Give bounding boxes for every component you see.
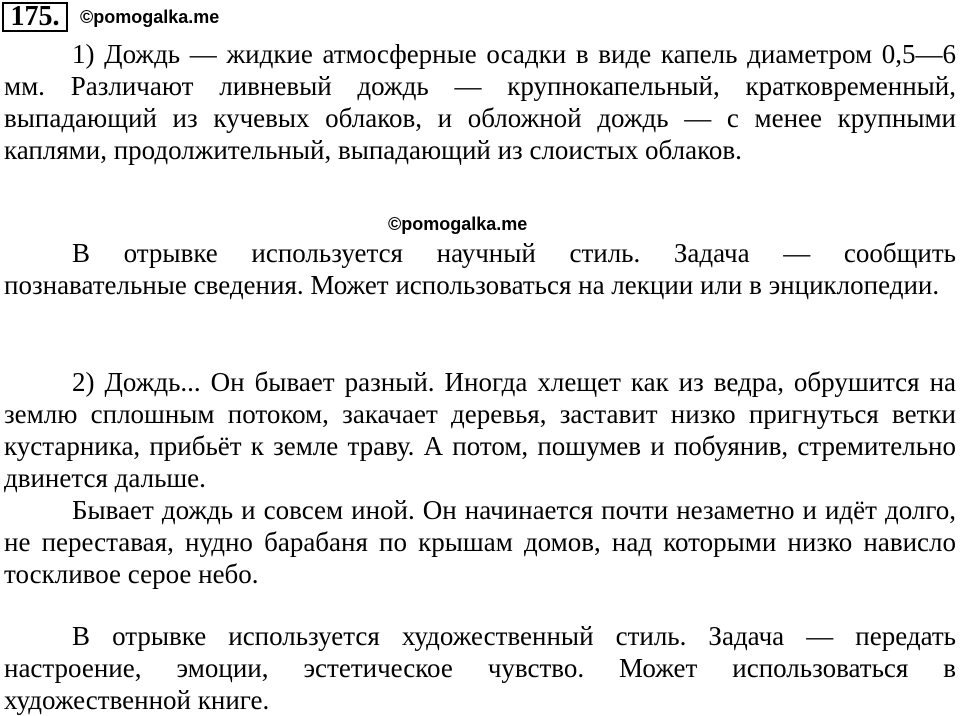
- paragraph-artistic-text-part1: 2) Дождь... Он бывает разный. Иногда хлещет как из ведра, обрушится на землю сплошным потоком, закачает деревья, заставит низко пригнуться ветки кустарника, прибьёт к земле траву. А потом, пошумев и побуянив, стремительно двинется дальше.: [4, 367, 956, 493]
- paragraph-artistic-style-analysis: В отрывке используется художественный стиль. Задача — передать настроение, эмоции, эстетическое чувство. Может использоваться в художественной книге.: [4, 621, 956, 715]
- paragraph-artistic-text-part2: Бывает дождь и совсем иной. Он начинается почти незаметно и идёт долго, не переставая, нудно барабаня по крышам домов, над которыми низко нависло тоскливое серое небо.: [4, 495, 956, 589]
- watermark-middle: ©pomogalka.me: [388, 214, 528, 234]
- task-number-badge: 175.: [2, 2, 68, 32]
- paragraph-scientific-style-analysis: В отрывке используется научный стиль. Задача — сообщить познавательные сведения. Может использоваться на лекции или в энциклопедии.: [4, 238, 956, 300]
- paragraph-scientific-text: 1) Дождь — жидкие атмосферные осадки в виде капель диаметром 0,5—6 мм. Различают ливневый дождь — крупнокапельный, кратковременный, выпадающий из кучевых облаков, и обложной дождь — с менее крупными каплями, продолжительный, выпадающий из слоистых облаков.: [4, 39, 956, 165]
- watermark-top: ©pomogalka.me: [80, 7, 220, 27]
